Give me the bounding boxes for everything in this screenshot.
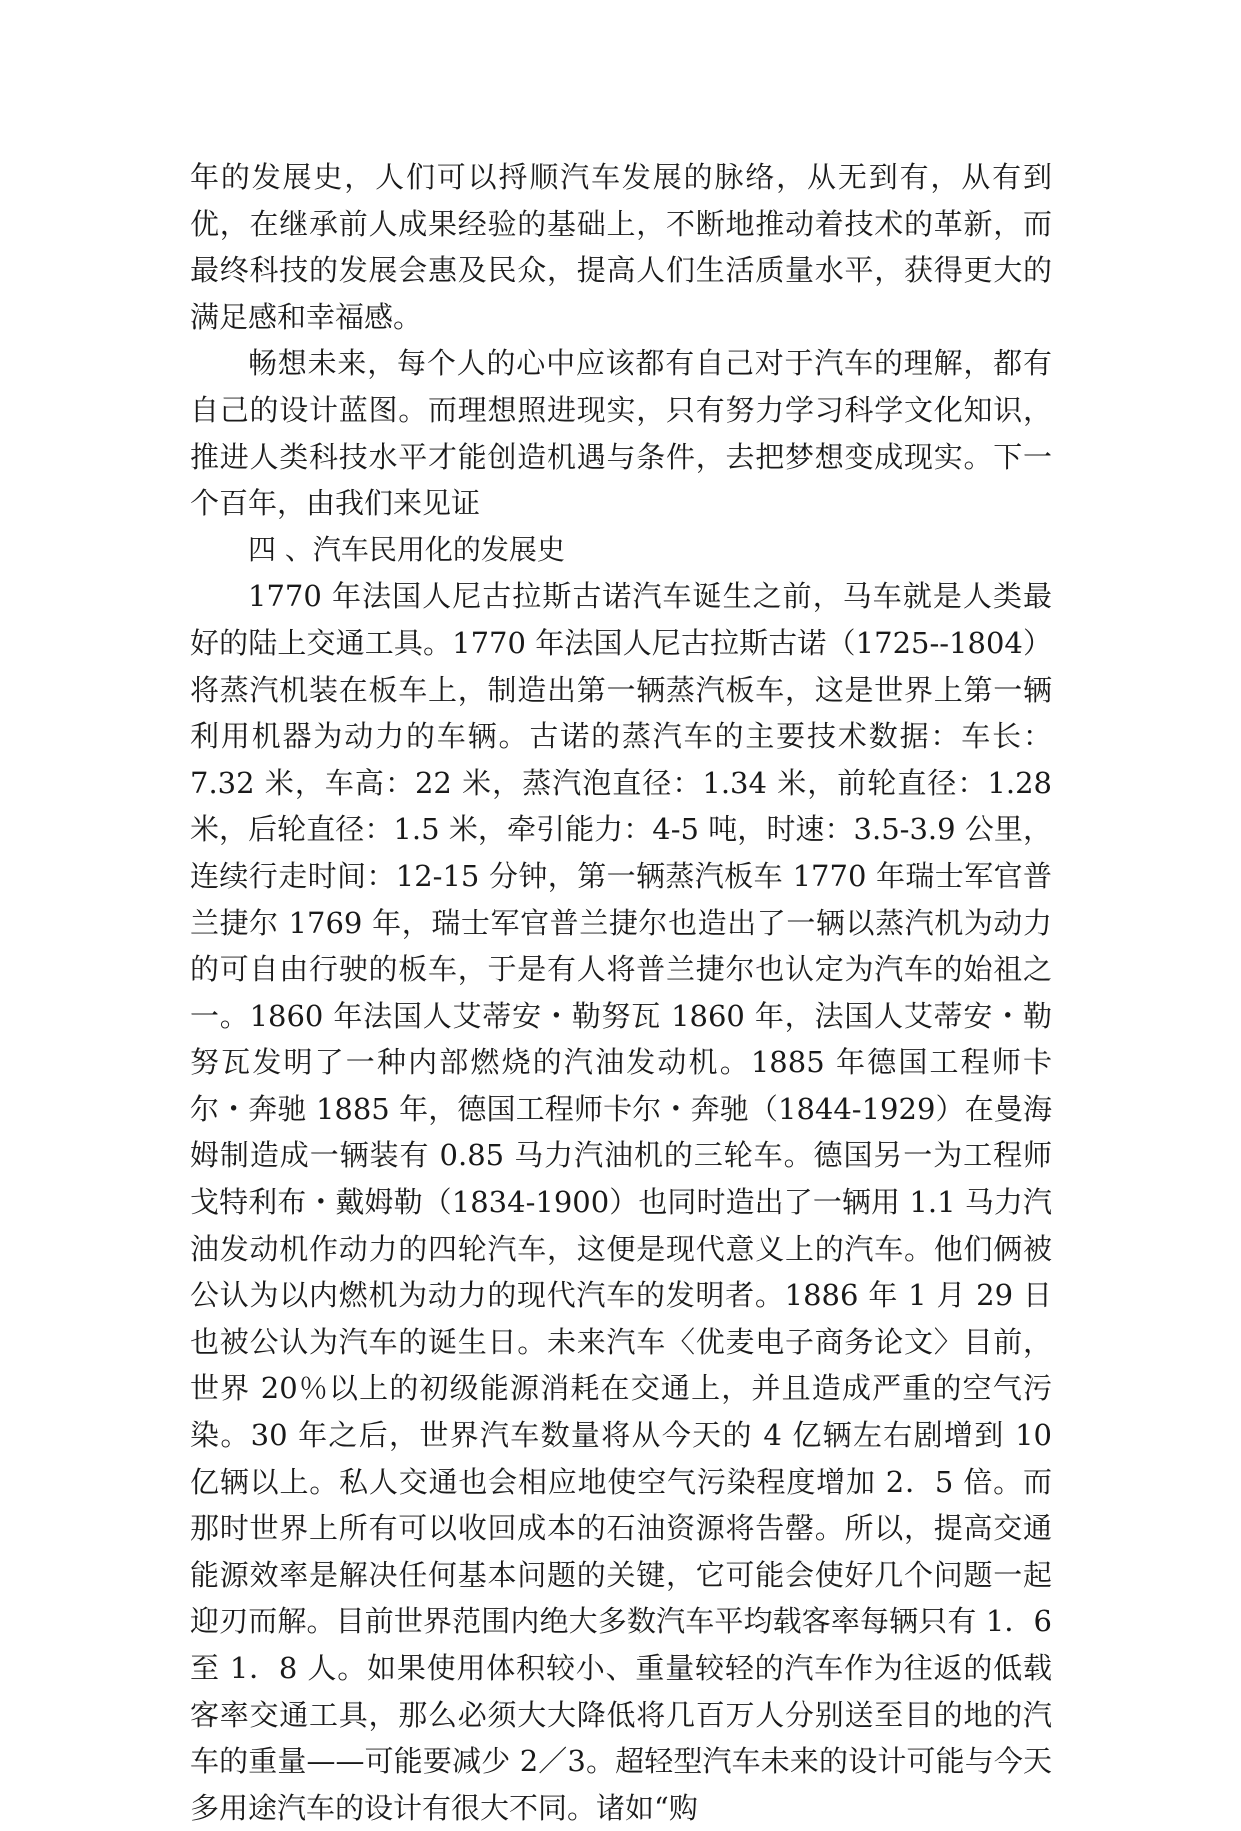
section-heading: 四 、汽车民用化的发展史 — [248, 532, 565, 566]
body-text — [190, 154, 1052, 1831]
paragraph-civil-car-history: 1770 年法国人尼古拉斯古诺汽车诞生之前，马车就是人类最好的陆上交通工具。1770 年法国人尼古拉斯古诺（1725--1804）将蒸汽机装在板车上，制造出第一辆蒸汽板车，这是世界上第一辆利用机器为动力的车辆。古诺的蒸汽车的主要技术数据：车长：7.32 米，车高：22 米，蒸汽泡直径：1.34 米，前轮直径：1.28 米，后轮直径：1.5 米，牵引能力：4-5 吨，时速：3.5-3.9 公里，连续行走时间：12-15 分钟，第一辆蒸汽板车 1770 年瑞士军官普兰捷尔 1769 年，瑞士军官普兰捷尔也造出了一辆以蒸汽机为动力的可自由行驶的板车，于是有人将普兰捷尔也认定为汽车的始祖之一。1860 年法国人艾蒂安・勒努瓦 1860 年，法国人艾蒂安・勒努瓦发明了一种内部燃烧的汽油发动机。1885 年德国工程师卡尔・奔驰 1885 年，德国工程师卡尔・奔驰（1844-1929）在曼海姆制造成一辆装有 0.85 马力汽油机的三轮车。德国另一为工程师戈特利布・戴姆勒（1834-1900）也同时造出了一辆用 1.1 马力汽油发动机作动力的四轮汽车，这便是现代意义上的汽车。他们俩被公认为以内燃机为动力的现代汽车的发明者。1886 年 1 月 29 日也被公认为汽车的诞生日。未来汽车〈优麦电子商务论文〉目前，世界 20％以上的初级能源消耗在交通上，并且造成严重的空气污染。30 年之后，世界汽车数量将从今天的 4 亿辆左右剧增到 10 亿辆以上。私人交通也会相应地使空气污染程度增加 2．5 倍。而那时世界上所有可以收回成本的石油资源将告罄。所以，提高交通能源效率是解决任何基本问题的关键，它可能会使好几个问题一起迎刃而解。目前世界范围内绝大多数汽车平均载客率每辆只有 1．6 至 1．8 人。如果使用体积较小、重量较轻的汽车作为往返的低载客率交通工具，那么必须大大降低将几百万人分别送至目的地的汽车的重量——可能要减少 2／3。超轻型汽车未来的设计可能与今天多用途汽车的设计有很大不同。诸如“购 — [190, 579, 1052, 1825]
paragraph-future-outlook: 畅想未来，每个人的心中应该都有自己对于汽车的理解，都有自己的设计蓝图。而理想照进现实，只有努力学习科学文化知识，推进人类科技水平才能创造机遇与条件，去把梦想变成现实。下一个百年，由我们来见证 — [190, 346, 1052, 521]
paragraph-history-summary: 年的发展史，人们可以捋顺汽车发展的脉络，从无到有，从有到优，在继承前人成果经验的基础上，不断地推动着技术的革新，而最终科技的发展会惠及民众，提高人们生活质量水平，获得更大的满足感和幸福感。 — [190, 160, 1052, 334]
